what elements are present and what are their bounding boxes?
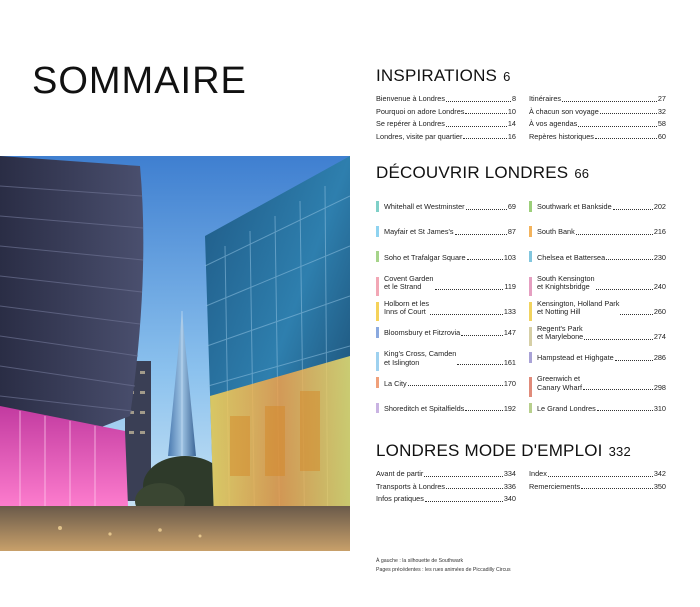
toc-entry[interactable] — [384, 203, 516, 212]
toc-entry-label: Bloomsbury et Fitzrovia — [384, 328, 461, 338]
section-color-marker — [376, 226, 379, 237]
section-color-marker — [529, 201, 532, 212]
toc-entry[interactable] — [376, 495, 516, 504]
toc-leader-dots — [446, 126, 507, 127]
toc-entry-page: 10 — [507, 106, 516, 116]
toc-entry-label: Avant de partir — [376, 469, 424, 478]
toc-entry-page: 230 — [653, 252, 666, 262]
toc-entry[interactable] — [376, 95, 516, 104]
cover-photo-london-shard — [0, 156, 350, 551]
toc-entry[interactable] — [384, 329, 516, 338]
section-color-marker — [376, 302, 379, 321]
toc-entry[interactable] — [537, 275, 666, 292]
toc-entry-page: 133 — [503, 307, 516, 317]
toc-entry-page: 58 — [657, 119, 666, 129]
toc-leader-dots — [430, 314, 503, 315]
toc-entry-label: Itinéraires — [529, 94, 562, 103]
toc-leader-dots — [466, 209, 507, 210]
toc-leader-dots — [581, 488, 653, 489]
toc-entry-page: 298 — [653, 382, 666, 392]
toc-entry-label: Southwark et Bankside — [537, 202, 612, 212]
toc-leader-dots — [446, 488, 503, 489]
toc-entry-label: Chelsea et Battersea — [537, 252, 606, 262]
section-color-marker — [529, 226, 532, 237]
toc-entry-page: 170 — [503, 378, 516, 388]
mode-heading: LONDRES MODE D'EMPLOI — [376, 441, 603, 460]
toc-entry-label: South Bank — [537, 227, 575, 237]
toc-leader-dots — [578, 126, 657, 127]
toc-entry-label: Kensington, Holland Park et Notting Hill — [537, 298, 620, 317]
toc-entry-page: 103 — [503, 252, 516, 262]
toc-leader-dots — [620, 314, 652, 315]
toc-entry-label: À chacun son voyage — [529, 106, 599, 116]
toc-entry[interactable] — [537, 354, 666, 363]
toc-entry-label: Le Grand Londres — [537, 403, 596, 413]
toc-entry-page: 286 — [653, 353, 666, 363]
toc-leader-dots — [425, 501, 503, 502]
toc-entry-label: Greenwich et Canary Wharf — [537, 374, 583, 392]
toc-entry-page: 274 — [653, 332, 666, 342]
caption-previous-pages: Pages précédentes : les rues animées de Piccadilly Circus — [376, 567, 511, 573]
toc-entry-page: 216 — [653, 227, 666, 237]
toc-leader-dots — [600, 113, 657, 114]
toc-entry-label: Londres, visite par quartier — [376, 131, 463, 141]
toc-entry[interactable] — [529, 120, 666, 129]
section-color-marker — [376, 352, 379, 371]
toc-entry-page: 334 — [503, 469, 516, 478]
section-color-marker — [376, 251, 379, 262]
section-color-marker — [529, 277, 532, 296]
mode-page: 332 — [608, 444, 631, 459]
toc-entry-page: 192 — [503, 403, 516, 413]
section-color-marker — [529, 352, 532, 363]
decouvrir-page: 66 — [574, 166, 590, 181]
toc-entry[interactable] — [384, 350, 516, 367]
toc-entry-page: 161 — [503, 357, 516, 367]
toc-leader-dots — [424, 476, 502, 477]
toc-entry-page: 87 — [507, 227, 516, 237]
toc-entry-label: Index — [529, 469, 547, 478]
toc-leader-dots — [613, 209, 653, 210]
toc-leader-dots — [584, 339, 653, 340]
section-color-marker — [376, 277, 379, 296]
toc-entry[interactable] — [529, 95, 666, 104]
toc-entry[interactable] — [537, 203, 666, 212]
toc-entry[interactable] — [376, 470, 516, 479]
toc-entry[interactable] — [384, 228, 516, 237]
toc-entry-label: Infos pratiques — [376, 494, 424, 504]
toc-entry-label: Remerciements — [529, 481, 581, 491]
section-color-marker — [529, 403, 532, 414]
toc-entry[interactable] — [384, 275, 516, 292]
toc-entry-page: 16 — [507, 131, 516, 141]
section-heading-inspirations — [376, 66, 511, 86]
toc-leader-dots — [548, 476, 653, 477]
toc-entry[interactable] — [537, 405, 666, 414]
toc-entry[interactable] — [376, 483, 516, 492]
toc-entry[interactable] — [537, 300, 666, 317]
toc-entry-label: Transports à Londres — [376, 481, 446, 491]
toc-leader-dots — [595, 138, 657, 139]
page-title: SOMMAIRE — [32, 60, 247, 102]
toc-leader-dots — [465, 113, 506, 114]
toc-entry[interactable] — [376, 108, 516, 117]
toc-entry-label: Se repérer à Londres — [376, 119, 445, 129]
toc-entry[interactable] — [537, 254, 666, 263]
section-color-marker — [529, 251, 532, 262]
caption-left: À gauche : la silhouette de Southwark — [376, 558, 464, 564]
inspirations-heading: INSPIRATIONS — [376, 66, 498, 85]
toc-entry-label: Shoreditch et Spitalfields — [384, 403, 465, 413]
toc-leader-dots — [446, 101, 511, 102]
toc-entry-page: 60 — [657, 131, 666, 141]
toc-entry-label: Bienvenue à Londres — [376, 94, 445, 103]
inspirations-page: 6 — [503, 69, 511, 84]
toc-leader-dots — [615, 360, 653, 361]
toc-entry-label: Hampstead et Highgate — [537, 353, 614, 363]
section-color-marker — [376, 201, 379, 212]
toc-entry-label: À vos agendas — [529, 119, 578, 129]
decouvrir-heading: DÉCOUVRIR LONDRES — [376, 163, 569, 182]
toc-entry-label: Soho et Trafalgar Square — [384, 252, 466, 262]
toc-entry-page: 14 — [507, 119, 516, 129]
toc-entry[interactable] — [529, 483, 666, 492]
toc-entry[interactable] — [384, 380, 516, 389]
toc-leader-dots — [597, 410, 653, 411]
toc-entry[interactable] — [529, 108, 666, 117]
photo-illustration — [0, 156, 350, 551]
toc-entry[interactable] — [529, 470, 666, 479]
toc-leader-dots — [408, 385, 503, 386]
toc-entry-page: 342 — [653, 469, 666, 478]
toc-entry[interactable] — [376, 133, 516, 142]
toc-leader-dots — [457, 364, 502, 365]
toc-entry-label: King's Cross, Camden et Islington — [384, 349, 457, 367]
toc-entry-label: Covent Garden et le Strand — [384, 273, 434, 292]
toc-entry[interactable] — [537, 375, 666, 392]
toc-leader-dots — [455, 234, 507, 235]
toc-leader-dots — [576, 234, 653, 235]
toc-entry-label: La City — [384, 378, 407, 388]
toc-entry[interactable] — [376, 120, 516, 129]
toc-leader-dots — [606, 259, 653, 260]
toc-leader-dots — [583, 389, 653, 390]
section-color-marker — [376, 327, 379, 338]
toc-entry-page: 240 — [653, 282, 666, 292]
toc-entry[interactable] — [537, 228, 666, 237]
section-color-marker — [529, 377, 532, 396]
toc-entry-page: 202 — [653, 202, 666, 212]
toc-leader-dots — [463, 138, 506, 139]
toc-entry-page: 27 — [657, 94, 666, 103]
toc-entry-page: 119 — [504, 282, 516, 292]
toc-entry-page: 8 — [511, 94, 516, 103]
section-heading-mode-emploi — [376, 441, 631, 461]
toc-entry-page: 350 — [653, 481, 666, 491]
toc-leader-dots — [461, 335, 503, 336]
toc-entry-label: Mayfair et St James's — [384, 227, 454, 237]
toc-entry[interactable] — [384, 405, 516, 414]
toc-entry-label: Pourquoi on adore Londres — [376, 106, 465, 116]
section-color-marker — [529, 327, 532, 346]
toc-entry-label: Repères historiques — [529, 131, 594, 141]
toc-leader-dots — [465, 410, 503, 411]
toc-leader-dots — [562, 101, 657, 102]
toc-entry-label: Holborn et les Inns of Court — [384, 298, 430, 317]
toc-entry-page: 336 — [503, 481, 516, 491]
section-color-marker — [376, 403, 379, 414]
toc-entry-page: 260 — [653, 307, 666, 317]
toc-entry-page: 340 — [503, 494, 516, 504]
toc-entry-page: 147 — [503, 328, 516, 338]
toc-entry[interactable] — [384, 300, 516, 317]
section-color-marker — [529, 302, 532, 321]
toc-entry-label: Whitehall et Westminster — [384, 202, 465, 212]
toc-leader-dots — [467, 259, 503, 260]
toc-leader-dots — [435, 289, 504, 290]
toc-entry-label: South Kensington et Knightsbridge — [537, 273, 595, 292]
toc-entry[interactable] — [537, 325, 666, 342]
toc-entry-page: 32 — [657, 106, 666, 116]
section-color-marker — [376, 377, 379, 388]
section-heading-decouvrir — [376, 163, 589, 183]
toc-entry-label: Regent's Park et Marylebone — [537, 323, 584, 342]
toc-entry[interactable] — [529, 133, 666, 142]
toc-entry-page: 69 — [507, 202, 516, 212]
toc-entry-page: 310 — [653, 403, 666, 413]
toc-leader-dots — [596, 289, 653, 290]
toc-entry[interactable] — [384, 254, 516, 263]
